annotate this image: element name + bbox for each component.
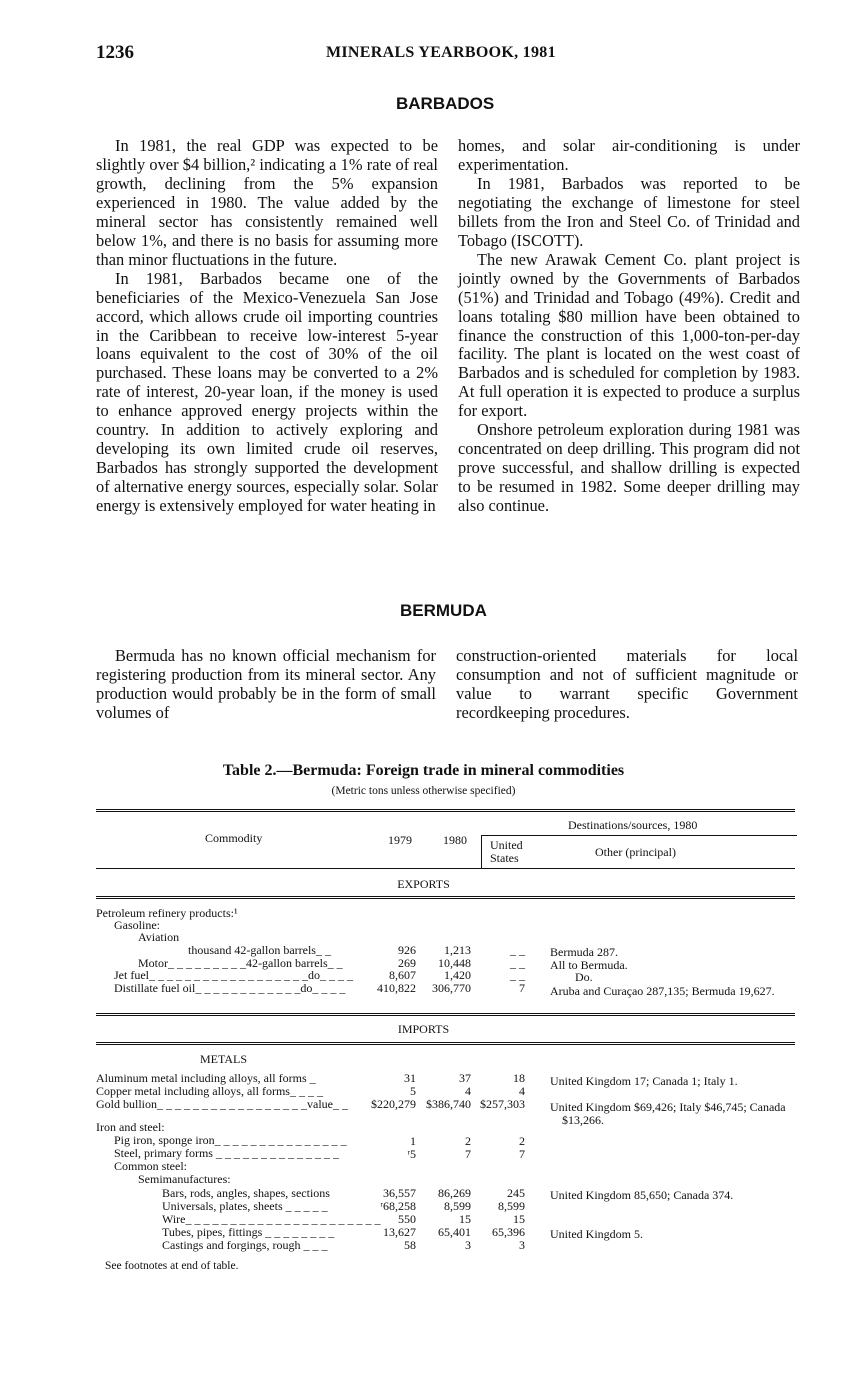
table-footnote: See footnotes at end of table. <box>105 1260 239 1272</box>
bermuda-right-column <box>456 647 798 723</box>
row-us: 8,599 <box>498 1199 525 1213</box>
row-1979: 1 <box>410 1134 416 1148</box>
row-1979: 58 <box>404 1238 416 1252</box>
row-us: _ _ <box>510 943 525 957</box>
header-1980: 1980 <box>443 833 467 847</box>
header-other: Other (principal) <box>595 845 676 859</box>
row-1980: 37 <box>459 1071 471 1085</box>
exports-sub-label: Gasoline: <box>114 918 160 932</box>
row-us: $257,303 <box>480 1097 525 1111</box>
header-bottom-rule <box>96 868 795 869</box>
metals-label: METALS <box>200 1052 248 1066</box>
header-sub-rule <box>481 835 797 836</box>
exports-group-label: Petroleum refinery products:¹ <box>96 906 238 920</box>
bermuda-heading: BERMUDA <box>400 601 487 620</box>
row-1979: ʳ68,258 <box>380 1199 416 1213</box>
row-other: Bermuda 287. <box>550 945 618 959</box>
row-us: 18 <box>513 1071 525 1085</box>
row-1979: 36,557 <box>383 1186 416 1200</box>
header-destinations: Destinations/sources, 1980 <box>568 818 698 832</box>
bermuda-paragraph: Bermuda has no known official mechanism for registering production from its mineral sector. Any production would probably be in the form of small volumes of <box>96 646 436 722</box>
row-1980: 2 <box>465 1134 471 1148</box>
row-1979: 926 <box>398 943 416 957</box>
row-us: 2 <box>519 1134 525 1148</box>
row-1980: 3 <box>465 1238 471 1252</box>
imports-label: IMPORTS <box>397 1022 450 1036</box>
barbados-paragraph: In 1981, Barbados was reported to be negotiating the exchange of limestone for steel billets from the Iron and Steel Co. of Trinidad and Tobago (ISCOTT). <box>458 173 800 250</box>
row-1980: 15 <box>459 1212 471 1226</box>
running-title: MINERALS YEARBOOK, 1981 <box>326 44 556 61</box>
row-label: Copper metal including alloys, all forms_ _ _ _ <box>96 1084 323 1098</box>
row-1980: 1,420 <box>444 968 471 982</box>
table-title: Table 2.—Bermuda: Foreign trade in mineral commodities <box>222 762 625 779</box>
row-1979: 13,627 <box>383 1225 416 1239</box>
imports-top-rule <box>96 1013 795 1016</box>
exports-rule <box>96 896 795 899</box>
row-label: Distillate fuel oil_ _ _ _ _ _ _ _ _ _ _ _do_ _ _ _ <box>114 981 346 995</box>
row-1980: $386,740 <box>426 1097 471 1111</box>
imports-rule <box>96 1042 795 1045</box>
row-us: _ _ <box>510 956 525 970</box>
header-commodity: Commodity <box>205 831 263 845</box>
page-header <box>96 42 796 66</box>
row-us: _ _ <box>510 968 525 982</box>
row-label: Gold bullion_ _ _ _ _ _ _ _ _ _ _ _ _ _ _ _ _value_ _ <box>96 1097 348 1111</box>
row-other: All to Bermuda. <box>550 958 628 972</box>
row-other: Aruba and Curaçao 287,135; Bermuda 19,627. <box>550 984 775 998</box>
row-1979: 8,607 <box>389 968 416 982</box>
row-label: Universals, plates, sheets _ _ _ _ _ <box>162 1199 328 1213</box>
row-1980: 4 <box>465 1084 471 1098</box>
barbados-right-column <box>458 137 800 516</box>
barbados-paragraph: In 1981, Barbados became one of the beneficiaries of the Mexico-Venezuela San Jose accord, which allows crude oil importing countries in the Caribbean to receive low-interest 5-year loans equivalent to the cost of 30% of the oil purchased. These loans may be converted to a 2% rate of interest, 20-year loan, if the money is used to enhance approved energy projects within the country. In addition to actively exploring and developing its own limited crude oil reserves, Barbados has strongly supported the development of alternative energy sources, especially solar. Solar energy is extensively employed for water heating in <box>96 268 438 516</box>
row-1979: $220,279 <box>371 1097 416 1111</box>
row-us: 245 <box>507 1186 525 1200</box>
barbados-paragraph: The new Arawak Cement Co. plant project is jointly owned by the Governments of Barbados (51%) and Trinidad and Tobago (49%). Credit and loans totaling $80 million have been obtained to finance the construction of this 1,000-ton-per-day facility. The plant is located on the west coast of Barbados and is scheduled for completion by 1983. At full operation it is expected to produce a surplus for export. <box>458 249 800 421</box>
row-1980: 10,448 <box>438 956 471 970</box>
row-other: Do. <box>575 970 593 984</box>
row-label: Tubes, pipes, fittings _ _ _ _ _ _ _ _ <box>162 1225 335 1239</box>
row-other: United Kingdom 17; Canada 1; Italy 1. <box>550 1074 738 1088</box>
row-us: 7 <box>519 981 525 995</box>
row-other: United Kingdom $69,426; Italy $46,745; Canada $13,266. <box>550 1100 786 1127</box>
row-label: Steel, primary forms _ _ _ _ _ _ _ _ _ _ _ _ _ _ <box>114 1146 339 1160</box>
semimanufactures-label: Semimanufactures: <box>138 1172 231 1186</box>
common-steel-label: Common steel: <box>114 1159 187 1173</box>
table-subtitle: (Metric tons unless otherwise specified) <box>331 785 516 797</box>
row-label: Pig iron, sponge iron_ _ _ _ _ _ _ _ _ _ _ _ _ _ _ <box>114 1133 347 1147</box>
row-label: Jet fuel_ _ _ _ _ _ _ _ _ _ _ _ _ _ _ _ _ _do_ _ _ _ <box>114 968 353 982</box>
row-us: 15 <box>513 1212 525 1226</box>
barbados-heading: BARBADOS <box>396 94 495 113</box>
row-1980: 7 <box>465 1147 471 1161</box>
row-us: 4 <box>519 1084 525 1098</box>
barbados-continuation: homes, and solar air-conditioning is under experimentation. <box>458 136 800 174</box>
row-label: Aluminum metal including alloys, all forms _ <box>96 1071 316 1085</box>
row-1979: 550 <box>398 1212 416 1226</box>
header-1979: 1979 <box>388 833 412 847</box>
table-top-rule <box>96 809 795 812</box>
barbados-paragraph: In 1981, the real GDP was expected to be slightly over $4 billion,² indicating a 1% rate of real growth, declining from the 5% expansion experienced in 1980. The value added by the mineral sector has consistently remained well below 1%, and there is no basis for assuming more than minor fluctuations in the future. <box>96 136 438 269</box>
row-1979: 269 <box>398 956 416 970</box>
iron-steel-label: Iron and steel: <box>96 1120 165 1134</box>
page-number: 1236 <box>96 42 134 63</box>
row-1980: 65,401 <box>438 1225 471 1239</box>
exports-label: EXPORTS <box>397 877 450 891</box>
row-us: 7 <box>519 1147 525 1161</box>
row-1979: 5 <box>410 1084 416 1098</box>
row-other: United Kingdom 85,650; Canada 374. <box>550 1188 734 1202</box>
row-label: thousand 42-gallon barrels_ _ <box>188 943 331 957</box>
row-other: United Kingdom 5. <box>550 1227 643 1241</box>
exports-subsub-label: Aviation <box>138 930 180 944</box>
row-us: 65,396 <box>492 1225 525 1239</box>
row-us: 3 <box>519 1238 525 1252</box>
header-divider <box>481 835 482 869</box>
row-1980: 86,269 <box>438 1186 471 1200</box>
row-label: Motor_ _ _ _ _ _ _ _ _42-gallon barrels_ _ <box>138 956 343 970</box>
row-1980: 1,213 <box>444 943 471 957</box>
row-1980: 8,599 <box>444 1199 471 1213</box>
bermuda-left-column <box>96 647 436 723</box>
barbados-paragraph: Onshore petroleum exploration during 1981 was concentrated on deep drilling. This program did not prove successful, and shallow drilling is expected to be resumed in 1982. Some deeper drilling may also continue. <box>458 420 800 516</box>
header-united-states: United States <box>490 838 523 865</box>
barbados-left-column <box>96 137 438 516</box>
row-1979: 31 <box>404 1071 416 1085</box>
row-1980: 306,770 <box>432 981 471 995</box>
row-1979: 410,822 <box>377 981 416 995</box>
row-1979: ʳ5 <box>407 1147 416 1161</box>
row-label: Castings and forgings, rough _ _ _ <box>162 1238 328 1252</box>
row-label: Bars, rods, angles, shapes, sections <box>162 1186 330 1200</box>
row-label: Wire_ _ _ _ _ _ _ _ _ _ _ _ _ _ _ _ _ _ _ _ _ _ <box>162 1212 381 1226</box>
bermuda-continuation: construction-oriented materials for local consumption and not of sufficient magnitude or value to warrant specific Government recordkeeping procedures. <box>456 646 798 722</box>
